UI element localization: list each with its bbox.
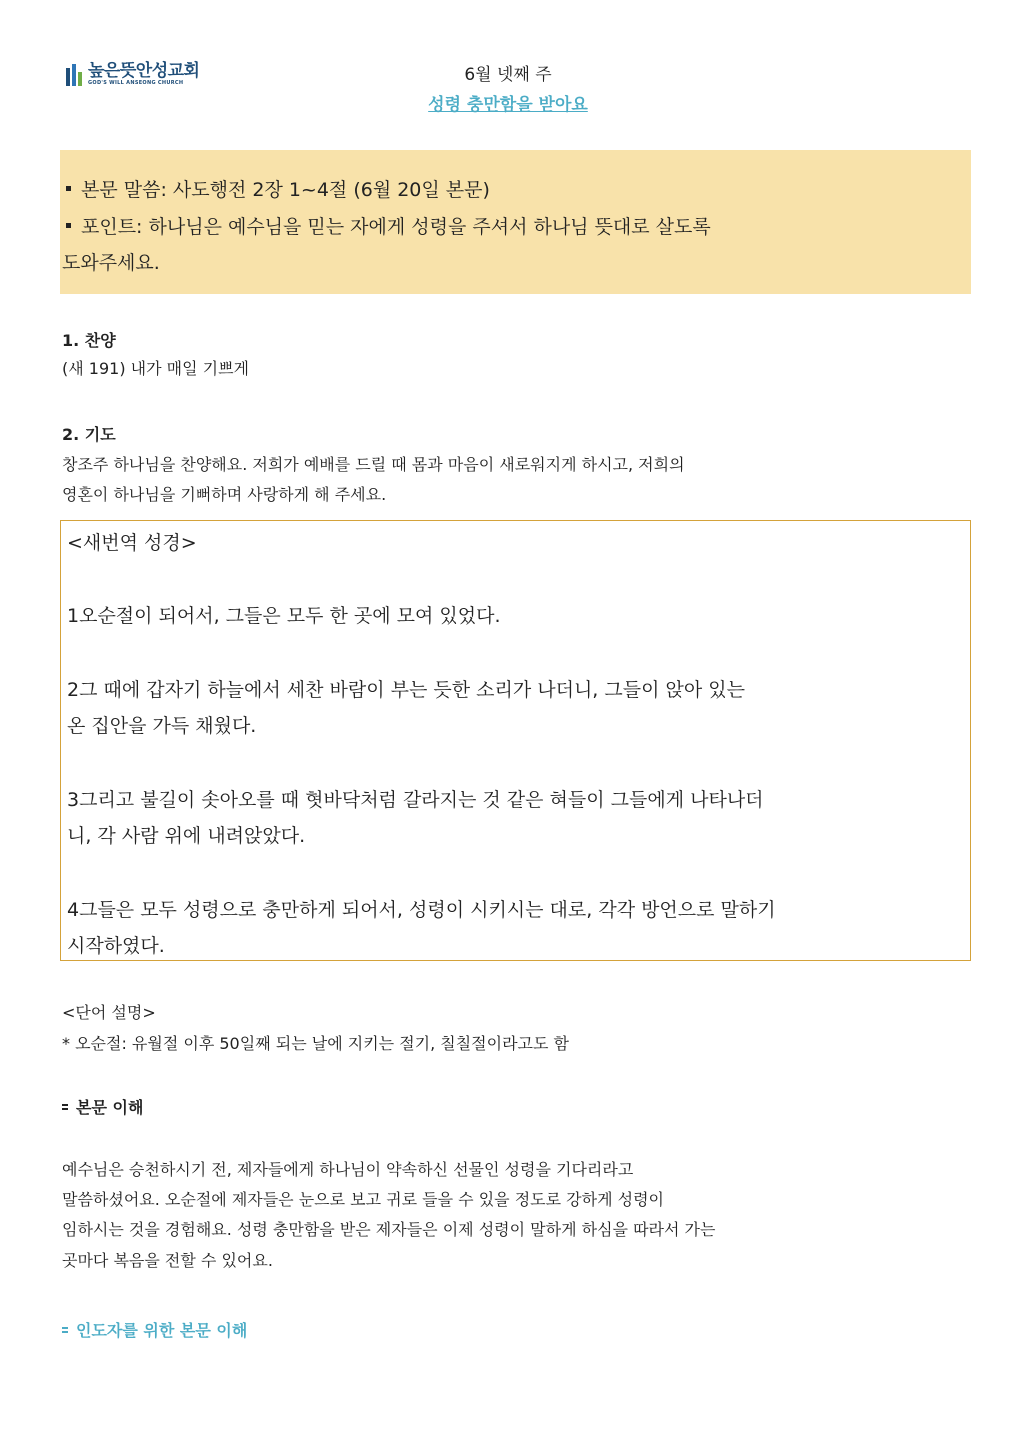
logo-name: 높은뜻안성교회 — [88, 61, 200, 81]
logo-subtitle: GOD'S WILL ANSEONG CHURCH — [88, 80, 184, 86]
understanding-line-2: 말씀하셨어요. 오순절에 제자들은 눈으로 보고 귀로 들을 수 있을 정도로 강하게 성령이 — [62, 1190, 664, 1209]
verse-2-line-2: 온 집안을 가득 채웠다. — [67, 715, 257, 737]
verse-4-line-1: 4그들은 모두 성령으로 충만하게 되어서, 성령이 시키시는 대로, 각각 방언으로 말하기 — [67, 899, 776, 921]
summary-box — [60, 150, 971, 294]
point-line-2: 도와주세요. — [62, 252, 160, 274]
bible-passage-box — [60, 520, 971, 961]
prayer-line-2: 영혼이 하나님을 기뻐하며 사랑하게 해 주세요. — [62, 485, 387, 504]
point-line — [60, 212, 711, 239]
leader-heading-text: 인도자를 위한 본문 이해 — [76, 1321, 248, 1340]
understanding-line-1: 예수님은 승천하시기 전, 제자들에게 하나님이 약속하신 선물인 성령을 기다리라고 — [62, 1160, 634, 1179]
glossary-item: * 오순절: 유월절 이후 50일째 되는 날에 지키는 절기, 칠칠절이라고도 함 — [62, 1034, 570, 1053]
week-label: 6월 넷째 주 — [464, 65, 552, 85]
bible-version: <새번역 성경> — [67, 532, 197, 554]
prayer-line-1: 창조주 하나님을 찬양해요. 저희가 예배를 드릴 때 몸과 마음이 새로워지게 하시고, 저희의 — [62, 455, 685, 474]
page-title: 성령 충만함을 받아요 — [428, 95, 588, 115]
scripture-line — [60, 175, 490, 202]
section-marker-icon — [62, 1327, 68, 1333]
understanding-heading-text: 본문 이해 — [76, 1098, 144, 1117]
verse-3-line-2: 니, 각 사람 위에 내려앉았다. — [67, 825, 306, 847]
praise-heading: 1. 찬양 — [62, 331, 116, 350]
verse-4-line-2: 시작하였다. — [67, 935, 165, 957]
understanding-line-3: 임하시는 것을 경험해요. 성령 충만함을 받은 제자들은 이제 성령이 말하게 하심을 따라서 가는 — [62, 1220, 716, 1239]
bullet-icon — [66, 223, 71, 228]
understanding-line-4: 곳마다 복음을 전할 수 있어요. — [62, 1251, 273, 1270]
glossary-heading: <단어 설명> — [62, 1003, 156, 1022]
point-text: 포인트: 하나님은 예수님을 믿는 자에게 성령을 주셔서 하나님 뜻대로 살도록 — [81, 216, 711, 238]
praise-text: (새 191) 내가 매일 기쁘게 — [62, 359, 250, 378]
leader-heading — [62, 1318, 247, 1341]
verse-2-line-1: 2그 때에 갑자기 하늘에서 세찬 바람이 부는 듯한 소리가 나더니, 그들이 앉아 있는 — [67, 679, 745, 701]
understanding-heading — [62, 1095, 143, 1118]
section-marker-icon — [62, 1104, 68, 1110]
verse-1: 1오순절이 되어서, 그들은 모두 한 곳에 모여 있었다. — [67, 605, 501, 627]
bullet-icon — [66, 186, 71, 191]
prayer-heading: 2. 기도 — [62, 425, 116, 444]
verse-3-line-1: 3그리고 불길이 솟아오를 때 혓바닥처럼 갈라지는 것 같은 혀들이 그들에게 나타나더 — [67, 789, 764, 811]
scripture-text: 본문 말씀: 사도행전 2장 1~4절 (6월 20일 본문) — [81, 179, 490, 201]
